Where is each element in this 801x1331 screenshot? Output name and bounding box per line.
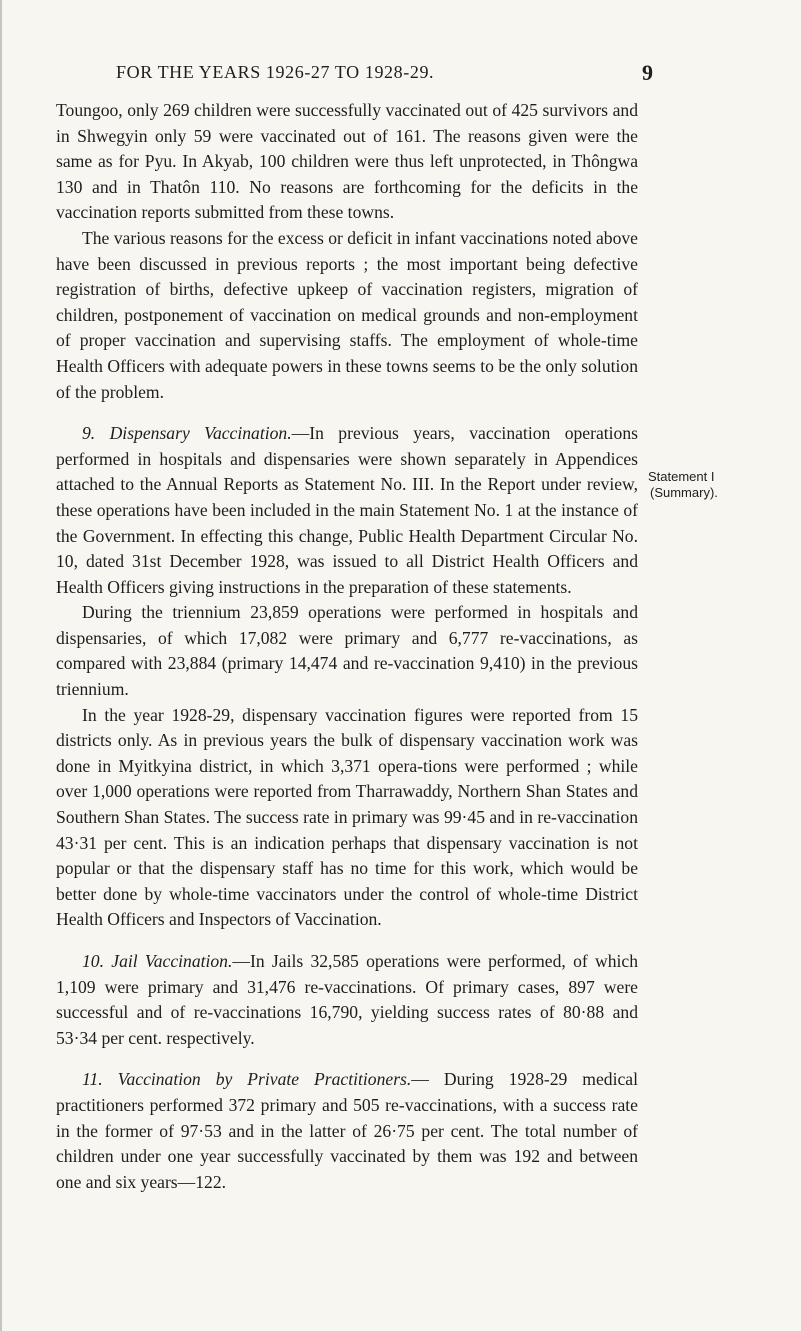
marginal-note-line2: (Summary). [650,485,718,500]
section-heading: 9. Dispensary Vaccination. [82,423,292,444]
page-edge [0,0,2,1331]
paragraph-text: In the year 1928-29, dispensary vaccination figures were reported from 15 districts only. As in previous years the bulk of dispensary vaccination work was done in Myitkyina district, in which 3,371 opera-tions were performed ; while over 1,000 operations were reported from Tharrawaddy, Northern Shan States and Southern Shan States. The success rate in primary was 99·45 and in re-vaccination 43·31 per cent. This is an indication perhaps that dispensary vaccination is not popular or that the dispensary staff has no time for this work, which would be better done by whole-time vaccinators under the control of whole-time District Health Officers and Inspectors of Vaccination. [56,704,638,930]
running-head: FOR THE YEARS 1926-27 TO 1928-29. [116,62,435,82]
paragraph-text: Toungoo, only 269 children were successfully vaccinated out of 425 survivors and in Shwegyin only 59 were vaccinated out of 161. The reasons given were the same as for Pyu. In Akyab, 100 children were thus left unprotected, in Thôngwa 130 and in Thatôn 110. No reasons are forthcoming for the deficits in the vaccination reports submitted from these towns. [56,100,638,223]
section-heading: 11. Vaccination by Private Practitioners. [82,1069,412,1090]
section-9-dispensary-vaccination [56,421,638,600]
marginal-note [648,469,801,501]
section-heading: 10. Jail Vaccination. [82,951,233,971]
paragraph-reasons [56,226,638,405]
marginal-note-line1: Statement I [648,469,715,484]
paragraph-text: — During 1928-29 medical practitioners performed 372 primary and 505 re-vaccinations, with a success rate in the former of 97·53 and in the latter of 26·75 per cent. The total number of children under one year successfully vaccinated by them was 192 and between one and six years—122. [56,1069,638,1192]
paragraph-text: —In previous years, vaccination operations performed in hospitals and dispensaries were shown separately in Appendices attached to the Annual Reports as Statement No. III. In the Report under review, these operations have been included in the main Statement No. 1 at the instance of the Government. In effecting this change, Public Health Department Circular No. 10, dated 31st December 1928, was issued to all District Health Officers and Health Officers giving instructions in the preparation of these statements. [56,423,638,597]
paragraph-triennium [56,600,638,702]
page-number: 9 [642,60,653,85]
paragraph-text: The various reasons for the excess or deficit in infant vaccinations noted above have been discussed in previous reports ; the most important being defective registration of births, defective upkeep of vaccination registers, migration of children, postponement of vaccination on medical grounds and non-employment of proper vaccination and supervising staffs. The employment of whole-time Health Officers with adequate powers in these towns seems to be the only solution of the problem. [56,227,638,402]
paragraph-text: During the triennium 23,859 operations were performed in hospitals and dispensaries, of which 17,082 were primary and 6,777 re-vaccinations, as compared with 23,884 (primary 14,474 and re-vaccination 9,410) in the previous triennium. [56,602,638,700]
body-text [56,98,638,1195]
paragraph-1928-29 [56,703,638,933]
section-10-jail-vaccination [56,949,638,1051]
paragraph-text: —In Jails 32,585 operations were performed, of which 1,109 were primary and 31,476 re-vaccinations. Of primary cases, 897 were successful and of re-vaccinations 16,790, yielding success rates of 80·88 and 53·34 per cent. respectively. [56,951,638,1048]
section-11-private-practitioners [56,1067,638,1195]
paragraph-toungoo [56,98,638,226]
page-header [0,60,801,90]
